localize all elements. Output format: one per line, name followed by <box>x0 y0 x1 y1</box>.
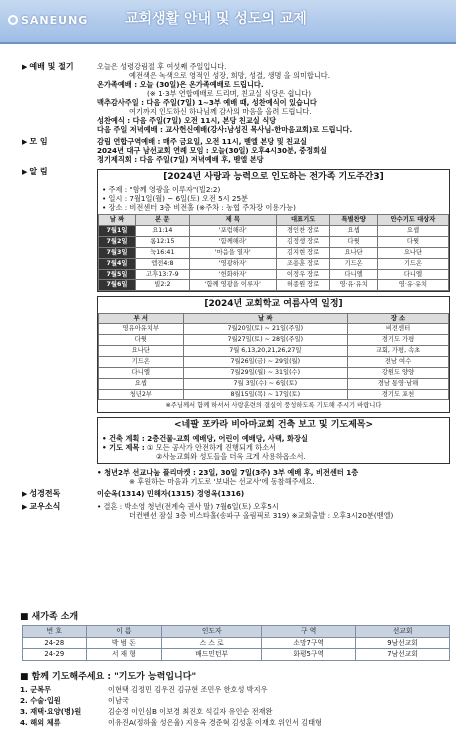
section-label: ▶ 교우소식 <box>22 502 97 520</box>
text-line: 2024년 대구 남선교회 연례 모임 : 오늘(30일) 오후4시30분, 중정회실 <box>97 146 327 155</box>
summer-schedule-table <box>98 313 449 401</box>
nepal-prayer-1: ① 모든 공사가 안전하게 진행되게 하소서 <box>147 442 277 452</box>
column-header: 안수기도 대상자 <box>377 215 448 226</box>
nepal-report-title: <네팔 포카라 비아마교회 건축 보고 및 기도제목> <box>173 420 374 431</box>
new-family-table <box>22 625 450 660</box>
nepal-plan: • 건축 계획 : 2층건물-교회 예배당, 어린이 예배당, 사택, 화장실 <box>102 433 308 443</box>
table-row: 요나단 7월 6,13,20,21,26,27일 교회, 가평, 속초 <box>99 346 449 357</box>
notice-section <box>22 167 450 486</box>
news-line: 더컨벤션 잠실 3층 비스타홀(송파구 올림픽로 319) ※교회출발 : 오후3시20분(벧엘) <box>129 510 394 520</box>
prayer-week-place: • 장소 : 비전센터 3층 비전홀 (※주차 : 농협 주차장 이용가능) <box>102 203 296 213</box>
section-label: ▶ 예배 및 절기 <box>22 62 97 134</box>
table-row: 24-28 박 범 돈 스 스 로 소망7구역 9남선교회 <box>23 637 450 648</box>
reading-section <box>22 489 450 499</box>
reading-text: 이순옥(1314) 민해자(1315) 경영옥(1316) <box>97 488 245 498</box>
prayer-week-subject: • 주제 : "함께 영광을 이루자"(빌2:2) <box>102 185 221 195</box>
list-item: 2. 수술·입원 이남국 <box>20 696 129 706</box>
list-item: 1. 군복무 이현택 김정민 김우진 김규현 조민우 한호성 박지우 <box>20 685 268 695</box>
table-row: 7월5일 고후13:7-9 '헌화하자' 이정우 장로 다니엘 다니엘 <box>99 269 449 280</box>
header <box>0 0 456 44</box>
nepal-prayer-2: ②사능교회와 성도들을 더욱 크게 사용하옵소서. <box>156 451 306 461</box>
news-section <box>22 502 450 520</box>
column-header: 부 서 <box>99 313 184 324</box>
text-line: 맥추감사주일 : 다음 주일(7일) 1~3부 예배 때, 성찬예식이 있습니다 <box>97 98 317 107</box>
prayer-request-title: ■ 함께 기도해주세요 : "기도가 능력입니다" <box>0 672 456 683</box>
column-header: 본 문 <box>136 215 190 226</box>
text-line: 여기까지 인도하신 하나님께 감사의 마음을 올려 드립니다. <box>129 107 312 116</box>
column-header: 대표기도 <box>276 215 329 226</box>
nepal-report-box <box>97 417 450 463</box>
table-row: 7월6일 빌2:2 '함께 영광을 이루자' 허종원 장로 영·유·유치 영·유·유치 <box>99 280 449 291</box>
youth-flea-market-note: ※ 후원하는 마음과 기도로 '보내는 선교사'에 동참해주세요. <box>129 476 315 486</box>
summer-note: ※주님께서 함께 하셔서 사랑훈련의 결실이 풍성하도록 기도해 주시기 바랍니다 <box>165 402 382 410</box>
column-header: 구 역 <box>262 626 356 637</box>
column-header: 번 호 <box>23 626 87 637</box>
column-header: 이 름 <box>86 626 162 637</box>
prayer-week-title: [2024년 사랑과 능력으로 인도하는 전가족 기도주간3] <box>163 172 384 182</box>
table-row: 영유아유치부 7월20일(토) ~ 21일(주일) 비전센터 <box>99 324 449 335</box>
text-line: 다음 주일 저녁예배 : 교사헌신예배(강사:남성진 목사님-한마음교회)로 드립니다. <box>97 125 353 134</box>
new-family-title: ■ 새가족 소개 <box>0 612 456 623</box>
text-line: 예전색은 녹색으로 영적인 성장, 희망, 성결, 생명 을 의미합니다. <box>129 71 330 80</box>
text-line: (※ 1·3부 연합예배로 드리며, 친교실 식당은 쉽니다) <box>147 89 312 98</box>
summer-schedule-title: [2024년 교회학교 여름사역 일정] <box>204 299 343 310</box>
logo-icon <box>8 15 18 25</box>
text-line: 오늘은 성령강림절 후 여섯째 주일입니다. <box>97 62 227 71</box>
table-row: 청년2부 8월15일(목) ~ 17일(토) 경기도 포천 <box>99 389 449 400</box>
column-header: 장 소 <box>348 313 449 324</box>
meeting-section <box>22 137 450 164</box>
table-row: 7월3일 눅16:41 '마음을 열자' 김지현 장로 요나단 요나단 <box>99 247 449 258</box>
news-line: • 결혼 : 박소영 청년(전계숙 권사 딸) 7월6일(토) 오후5시 <box>97 501 279 511</box>
section-label: ▶ 모 임 <box>22 137 97 164</box>
column-header: 특별찬양 <box>330 215 378 226</box>
table-row: 다니엘 7월29일(월) ~ 31일(수) 강원도 양양 <box>99 367 449 378</box>
table-row: 7월4일 엡전4:8 '영광하자' 조용훈 장로 기드온 기드온 <box>99 258 449 269</box>
column-header: 제 목 <box>189 215 276 226</box>
prayer-week-table <box>98 214 449 291</box>
column-header: 날 짜 <box>183 313 347 324</box>
text-line: 정기제직회 : 다음 주일(7일) 저녁예배 후, 벧엘 본당 <box>97 155 264 164</box>
prayer-week-box <box>97 169 450 292</box>
section-label: ▶ 알 림 <box>22 167 97 486</box>
table-row: 요셉 7월 3일(수) ~ 6일(토) 경남 통영·남해 <box>99 378 449 389</box>
youth-flea-market: • 청년2부 선교나눔 플리마켓 : 23일, 30일 7일(3주) 3부 예배 후, 비전센터 1층 <box>97 467 359 477</box>
text-line: 온가족예배 : 오늘 (30일)은 온가족예배로 드립니다. <box>97 80 264 89</box>
worship-section <box>22 62 450 134</box>
page-title: 교회생활 안내 및 성도의 교제 <box>125 11 307 27</box>
column-header: 인도자 <box>162 626 262 637</box>
church-logo: SANEUNG <box>8 14 88 28</box>
prayer-request-section <box>0 672 456 729</box>
list-item: 3. 재택·요양(병)원 김순경 이인심B 이보경 최진호 석길자 유인순 전재완 <box>20 707 273 717</box>
text-line: 감림 연합구역예배 : 매주 금요일, 오전 11시, 벧엘 본당 및 친교실 <box>97 137 307 146</box>
table-row: 24-29 서 재 형 배드민턴부 화평5구역 7남선교회 <box>23 649 450 660</box>
main-content <box>22 62 450 523</box>
new-family-section <box>0 612 456 661</box>
table-row: 7월2일 롬12:15 '함께해라' 김정생 장로 다윗 다윗 <box>99 236 449 247</box>
summer-schedule-box <box>97 296 450 413</box>
column-header: 날 짜 <box>99 215 136 226</box>
text-line: 성찬예식 : 다음 주일(7일) 오전 11시, 본당 친교실 식당 <box>97 116 277 125</box>
list-item: 4. 해외 체류 이유진A(정하율 성은율) 지용옥 경준혁 김성훈 이재호 위인서 김태형 <box>20 718 322 728</box>
column-header: 선교회 <box>356 626 450 637</box>
prayer-week-date: • 일시 : 7월1일(월) ~ 6일(토) 오전 5시 25분 <box>102 194 248 204</box>
nepal-prayer-label: • 기도 제목 : <box>102 442 145 452</box>
section-label: ▶ 성경전독 <box>22 489 97 499</box>
table-row: 다윗 7월27일(토) ~ 28일(주일) 경기도 가평 <box>99 335 449 346</box>
table-row: 7월1일 요1:14 '포럼해라' 경인찬 장로 요셉 요셉 <box>99 226 449 237</box>
table-row: 기드온 7월26일(금) ~ 29일(월) 전남 여수 <box>99 356 449 367</box>
